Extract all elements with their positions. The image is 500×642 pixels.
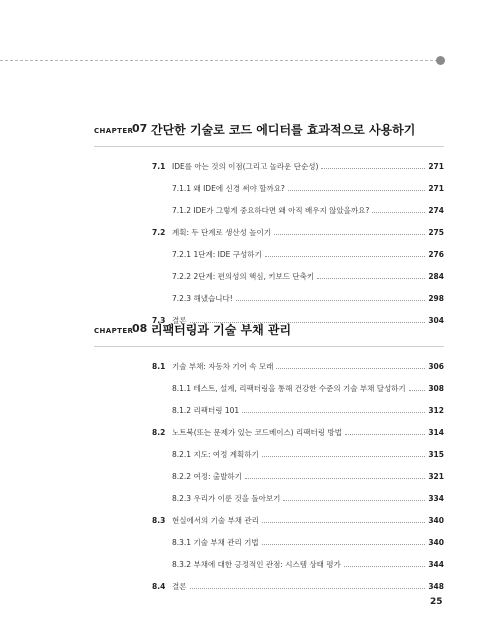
toc-entry[interactable] <box>94 221 444 243</box>
chapter-number: 08 <box>132 322 148 335</box>
entry-page: 334 <box>428 493 444 503</box>
toc-entry[interactable] <box>94 355 444 377</box>
entry-title: 7.1.2 IDE가 그렇게 중요하다면 왜 아직 배우지 않았을까요? <box>172 205 370 215</box>
entry-page: 340 <box>428 537 444 547</box>
toc-entry[interactable] <box>94 265 444 287</box>
entry-title: 기술 부채: 자동차 기어 속 모래 <box>172 361 274 371</box>
section-number: 8.4 <box>152 581 166 591</box>
leader-dots <box>344 566 426 567</box>
entry-page: 321 <box>428 471 444 481</box>
leader-dots <box>245 478 425 479</box>
leader-dots <box>409 390 426 391</box>
entry-title: 7.1.1 왜 IDE에 신경 써야 할까요? <box>172 183 285 193</box>
entry-page: 276 <box>428 249 444 259</box>
leader-dots <box>190 588 426 589</box>
leader-dots <box>288 190 425 191</box>
entry-page: 315 <box>428 449 444 459</box>
toc-entry[interactable] <box>94 199 444 221</box>
entry-title: 7.2.3 해냈습니다! <box>172 293 233 303</box>
entry-page: 348 <box>428 581 444 591</box>
chapter-number: 07 <box>132 122 148 135</box>
entry-title: 계획: 두 단계로 생산성 높이기 <box>172 227 272 237</box>
entry-page: 271 <box>428 183 444 193</box>
section-number: 7.2 <box>152 227 166 237</box>
chapter-heading <box>94 121 444 143</box>
section-number: 8.2 <box>152 427 166 437</box>
section-number: 7.3 <box>152 315 166 325</box>
entry-title: 8.2.3 우리가 이룬 것을 돌아보기 <box>172 493 281 503</box>
leader-dots <box>345 434 425 435</box>
entry-title: 8.3.2 부채에 대한 긍정적인 관점: 시스템 상태 평가 <box>172 559 341 569</box>
section-number: 8.3 <box>152 515 166 525</box>
entry-page: 304 <box>428 315 444 325</box>
toc-entry[interactable] <box>94 531 444 553</box>
leader-dots <box>274 234 425 235</box>
toc-entry[interactable] <box>94 155 444 177</box>
header-dashed-rule <box>0 60 438 61</box>
entry-page: 284 <box>428 271 444 281</box>
leader-dots <box>236 300 426 301</box>
toc-entry[interactable] <box>94 509 444 531</box>
leader-dots <box>262 522 425 523</box>
entry-title: 노트북(또는 문제가 있는 코드베이스) 리팩터링 방법 <box>172 427 342 437</box>
chapter-08-section <box>94 321 444 597</box>
chapter-07-section <box>94 121 444 331</box>
entry-title: 8.1.1 테스트, 설계, 리팩터링을 통해 건강한 수준의 기술 부채 달성하기 <box>172 383 406 393</box>
leader-dots <box>321 168 425 169</box>
chapter-heading <box>94 321 444 343</box>
page-number: 25 <box>430 597 443 607</box>
entry-title: 8.2.1 지도: 여정 계획하기 <box>172 449 259 459</box>
chapter-label: CHAPTER <box>94 127 134 135</box>
entry-title: 7.2.2 2단계: 편의성의 핵심, 키보드 단축키 <box>172 271 315 281</box>
chapter-rule <box>94 146 444 147</box>
entry-page: 274 <box>428 205 444 215</box>
chapter-title: 리팩터링과 기술 부채 관리 <box>151 323 292 337</box>
header-dot-icon <box>436 56 445 65</box>
chapter-rule <box>94 346 444 347</box>
leader-dots <box>283 500 425 501</box>
entry-title: IDE를 아는 것의 이점(그리고 놀라운 단순성) <box>172 161 319 171</box>
entry-page: 312 <box>428 405 444 415</box>
toc-entry[interactable] <box>94 443 444 465</box>
entry-page: 275 <box>428 227 444 237</box>
leader-dots <box>265 256 426 257</box>
section-number: 7.1 <box>152 161 166 171</box>
entry-page: 306 <box>428 361 444 371</box>
leader-dots <box>262 456 426 457</box>
toc-entry[interactable] <box>94 399 444 421</box>
entry-title: 8.3.1 기술 부채 관리 기법 <box>172 537 259 547</box>
entry-page: 314 <box>428 427 444 437</box>
entry-title: 현실에서의 기술 부채 관리 <box>172 515 259 525</box>
entry-title: 8.1.2 리팩터링 101 <box>172 405 240 415</box>
toc-entry[interactable] <box>94 377 444 399</box>
leader-dots <box>242 412 425 413</box>
entry-title: 결론 <box>172 581 187 591</box>
toc-entry[interactable] <box>94 575 444 597</box>
toc-entry[interactable] <box>94 243 444 265</box>
toc-entry[interactable] <box>94 177 444 199</box>
entry-title: 8.2.2 여정: 출발하기 <box>172 471 242 481</box>
toc-entry[interactable] <box>94 287 444 309</box>
leader-dots <box>372 212 425 213</box>
entry-page: 340 <box>428 515 444 525</box>
leader-dots <box>317 278 425 279</box>
chapter-label: CHAPTER <box>94 327 134 335</box>
leader-dots <box>262 544 426 545</box>
leader-dots <box>276 368 425 369</box>
section-number: 8.1 <box>152 361 166 371</box>
chapter-title: 간단한 기술로 코드 에디터를 효과적으로 사용하기 <box>151 123 416 137</box>
entry-page: 344 <box>428 559 444 569</box>
entry-page: 298 <box>428 293 444 303</box>
toc-entry[interactable] <box>94 487 444 509</box>
entry-title: 결론 <box>172 315 187 325</box>
toc-entry[interactable] <box>94 465 444 487</box>
entry-page: 271 <box>428 161 444 171</box>
toc-entry[interactable] <box>94 553 444 575</box>
toc-entry[interactable] <box>94 421 444 443</box>
entry-title: 7.2.1 1단계: IDE 구성하기 <box>172 249 262 259</box>
entry-page: 308 <box>428 383 444 393</box>
